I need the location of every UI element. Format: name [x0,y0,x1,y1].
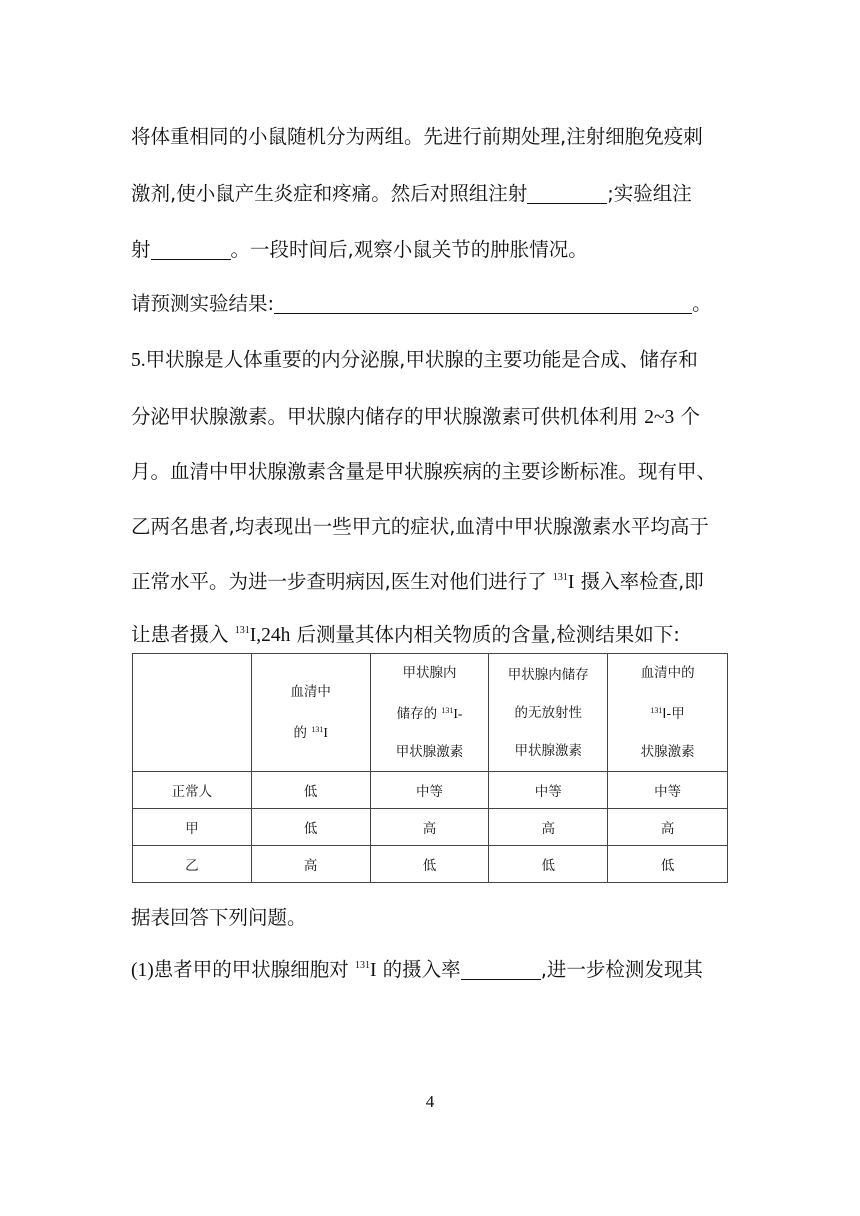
answer-blank[interactable] [151,239,231,260]
text: 让患者摄入 [131,623,229,646]
table-header-cell [489,654,608,772]
table-cell: 高 [608,809,728,846]
table-cell: 甲 [133,809,252,846]
text: 乙两名患者,均表现出一些甲亢的症状,血清中甲状腺激素水平均高于 [131,515,709,538]
header-text: 甲状腺内储存 [507,666,589,683]
superscript: 131 [234,625,250,636]
text: 分泌甲状腺激素。甲状腺内储存的甲状腺激素可供机体利用 [131,405,639,428]
header-text: 血清中 [290,684,331,700]
header-text: 甲状腺激素 [514,742,583,759]
header-text: 的无放射性 [514,704,583,721]
answer-blank[interactable] [527,183,607,204]
table-cell: 正常人 [133,772,252,809]
results-table [132,653,728,883]
table-cell: 低 [608,846,728,883]
text-line [131,619,680,647]
table-header-cell [133,654,252,772]
table-cell: 中等 [370,772,489,809]
text-line [131,344,698,372]
text: ;实验组注 [607,182,692,205]
text: 后测量其体内相关物质的含量,检测结果如下: [296,623,680,646]
table-header-cell [608,654,728,772]
text: 摄入率检查,即 [580,570,704,593]
superscript: 131 [441,706,454,715]
header-text: I [323,725,328,740]
text: 2~3 [644,407,675,428]
text-line [131,178,692,206]
text: ,进一步检测发现其 [540,958,703,981]
table-cell: 中等 [489,772,608,809]
table-row [133,772,728,809]
table-header-cell [251,654,370,772]
answer-blank[interactable] [274,293,692,314]
table-row [133,846,728,883]
sub-question-number: (1) [131,960,154,981]
text: 患者甲的甲状腺细胞对 [153,958,349,981]
text-line [131,566,704,594]
text: 请预测实验结果: [131,292,275,315]
text: 射 [131,238,151,261]
table-row [133,809,728,846]
table-cell: 高 [489,809,608,846]
header-text: 甲状腺激素 [395,744,464,760]
table-cell: 乙 [133,846,252,883]
table-cell: 低 [370,846,489,883]
text-line [131,234,588,262]
text: 个 [680,405,700,428]
header-text: 血清中的 [640,665,695,681]
text: 正常水平。为进一步查明病因,医生对他们进行了 [131,570,547,593]
text: 将体重相同的小鼠随机分为两组。先进行前期处理,注射细胞免疫刺 [131,125,703,148]
text: I,24h [249,625,291,646]
table-cell: 低 [489,846,608,883]
answer-blank[interactable] [461,959,541,980]
text: I [567,572,575,593]
text: 激剂,使小鼠产生炎症和疼痛。然后对照组注射 [131,182,528,205]
header-text: 状腺激素 [640,744,695,760]
text-line [131,902,307,930]
table-header-cell [370,654,489,772]
text-line [131,456,716,484]
text-line [131,954,703,982]
text: 。 [692,292,712,315]
question-number: 5. [131,350,146,371]
superscript: 131 [552,572,568,583]
superscript: 131 [354,960,370,971]
header-text: 甲状腺内 [402,665,457,681]
table-cell: 中等 [608,772,728,809]
table-cell: 高 [251,846,370,883]
text-line [131,121,703,149]
header-text: 储存的 [396,706,438,722]
superscript: 131 [311,725,324,734]
superscript: 131 [650,706,663,715]
page-number: 4 [425,1092,435,1111]
text: 。一段时间后,观察小鼠关节的肿胀情况。 [230,238,588,261]
text: 据表回答下列问题。 [131,906,307,929]
table-header-row [133,654,728,772]
text: 的摄入率 [382,958,461,981]
header-text: I- [453,706,463,721]
text: I [369,960,377,981]
table-cell: 低 [251,809,370,846]
header-text: I-甲 [662,706,685,722]
header-text: 的 [293,725,308,741]
table-cell: 高 [370,809,489,846]
table-cell: 低 [251,772,370,809]
text-line [131,401,700,429]
text-line [131,511,709,539]
text: 甲状腺是人体重要的内分泌腺,甲状腺的主要功能是合成、储存和 [145,348,698,371]
text-line [131,288,712,316]
text: 月。血清中甲状腺激素含量是甲状腺疾病的主要诊断标准。现有甲、 [131,460,717,483]
